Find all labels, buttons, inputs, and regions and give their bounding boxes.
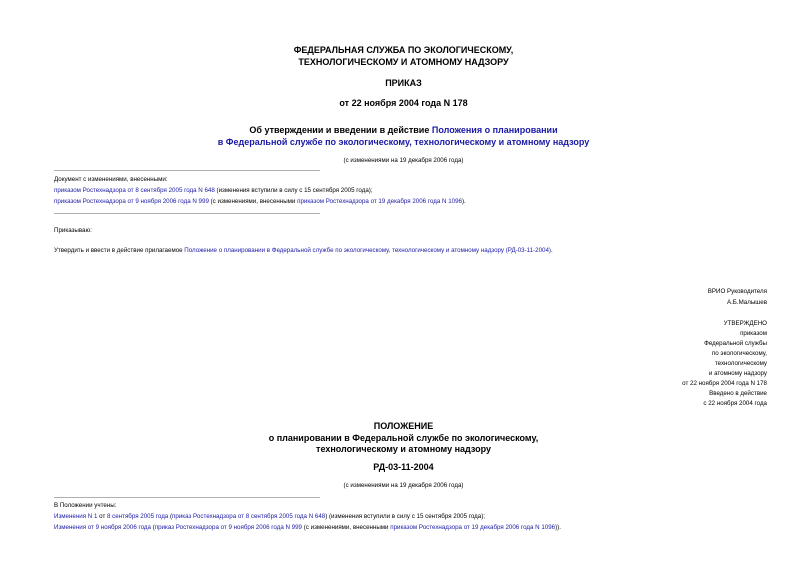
- changes-intro: Документ с изменениями, внесенными:: [54, 176, 168, 183]
- regulation-title: ПОЛОЖЕНИЕ: [373, 421, 434, 431]
- divider-regulation: [54, 497, 320, 498]
- document-title-line-2: [0, 137, 807, 148]
- stamp-line: с 22 ноября 2004 года: [703, 400, 767, 407]
- title-regulation-link-1[interactable]: Положения о планировании: [431, 125, 558, 135]
- stamp-line: по экологическому,: [711, 350, 767, 357]
- signature-position: ВРИО Руководителя: [707, 288, 767, 295]
- stamp-line: приказом: [740, 330, 767, 337]
- stamp-line: Федеральной службы: [704, 340, 767, 347]
- changes-item-1: приказом Ростехнадзора от 8 сентября 2005 года N 648 (изменения вступили в силу с 15 сентября 2005 года);: [54, 187, 373, 194]
- order-999-link-2[interactable]: приказ Ростехнадзора от 9 ноября 2006 года N 999: [154, 524, 303, 531]
- order-1096-link[interactable]: приказом Ростехнадзора от 19 декабря 2006 года N 1096: [297, 198, 462, 205]
- regulation-subtitle-2: технологическому и атомному надзору: [316, 444, 491, 454]
- approve-paragraph: Утвердить и ввести в действие прилагаемое Положение о планировании в Федеральной службе по экологическому, технологическому и атомному надзору (РД-03-11-2004).: [54, 247, 553, 254]
- title-prefix: Об утверждении и введении в действие: [249, 125, 432, 135]
- regulation-changes-intro: В Положении учтены:: [54, 502, 117, 509]
- regulation-code: РД-03-11-2004: [373, 462, 434, 472]
- stamp-line: Введено в действие: [709, 390, 767, 397]
- document-type: ПРИКАЗ: [385, 78, 422, 88]
- regulation-changes-item-1: Изменения N 1 от 8 сентября 2005 года (приказ Ростехнадзора от 8 сентября 2005 года N 648) (изменения вступили в силу с 15 сентября 2005 года);: [54, 513, 486, 520]
- amendment-nov-2006-link[interactable]: Изменения от 9 ноября 2006 года: [54, 524, 151, 531]
- agency-name-line-2: ТЕХНОЛОГИЧЕСКОМУ И АТОМНОМУ НАДЗОРУ: [298, 57, 509, 67]
- date-8-sept-link[interactable]: 8 сентября 2005 года: [107, 513, 169, 520]
- divider-top: [54, 170, 320, 171]
- stamp-line: и атомному надзору: [708, 370, 767, 377]
- stamp-line: технологическому: [714, 360, 767, 367]
- approval-stamp: [682, 319, 767, 409]
- regulation-subtitle-1: о планировании в Федеральной службе по экологическому,: [268, 433, 539, 443]
- title-regulation-link-2[interactable]: в Федеральной службе по экологическому, технологическому и атомному надзору: [217, 137, 590, 147]
- order-word: Приказываю:: [54, 227, 92, 234]
- document-title-line-1: [0, 125, 807, 136]
- order-648-link-2[interactable]: приказ Ростехнадзора от 8 сентября 2005 года N 648: [172, 513, 326, 520]
- regulation-link[interactable]: Положение о планировании в Федеральной службе по экологическому, технологическому и атомному надзору (РД-03-11-2004): [184, 247, 551, 254]
- agency-name-line-1: ФЕДЕРАЛЬНАЯ СЛУЖБА ПО ЭКОЛОГИЧЕСКОМУ,: [293, 45, 514, 55]
- document-date: от 22 ноября 2004 года N 178: [339, 98, 468, 108]
- order-648-link[interactable]: приказом Ростехнадзора от 8 сентября 2005 года N 648: [54, 187, 215, 194]
- regulation-changes-item-2: Изменения от 9 ноября 2006 года (приказ Ростехнадзора от 9 ноября 2006 года N 999 (с изменениями, внесенными приказом Ростехнадзора от 19 декабря 2006 года N 1096)).: [54, 524, 561, 531]
- regulation-revision: (с изменениями на 19 декабря 2006 года): [343, 482, 464, 489]
- divider-bottom: [54, 213, 320, 214]
- revision-note: (с изменениями на 19 декабря 2006 года): [343, 157, 464, 164]
- amendment-1-link[interactable]: Изменения N 1: [54, 513, 98, 520]
- order-1096-link-2[interactable]: приказом Ростехнадзора от 19 декабря 2006 года N 1096: [390, 524, 556, 531]
- order-999-link[interactable]: приказом Ростехнадзора от 9 ноября 2006 года N 999: [54, 198, 209, 205]
- stamp-line: УТВЕРЖДЕНО: [723, 320, 767, 327]
- stamp-line: от 22 ноября 2004 года N 178: [682, 380, 767, 387]
- changes-item-2: приказом Ростехнадзора от 9 ноября 2006 года N 999 (с изменениями, внесенными приказом Ростехнадзора от 19 декабря 2006 года N 1096).: [54, 198, 466, 205]
- signature-name: А.Б.Малышев: [726, 299, 767, 306]
